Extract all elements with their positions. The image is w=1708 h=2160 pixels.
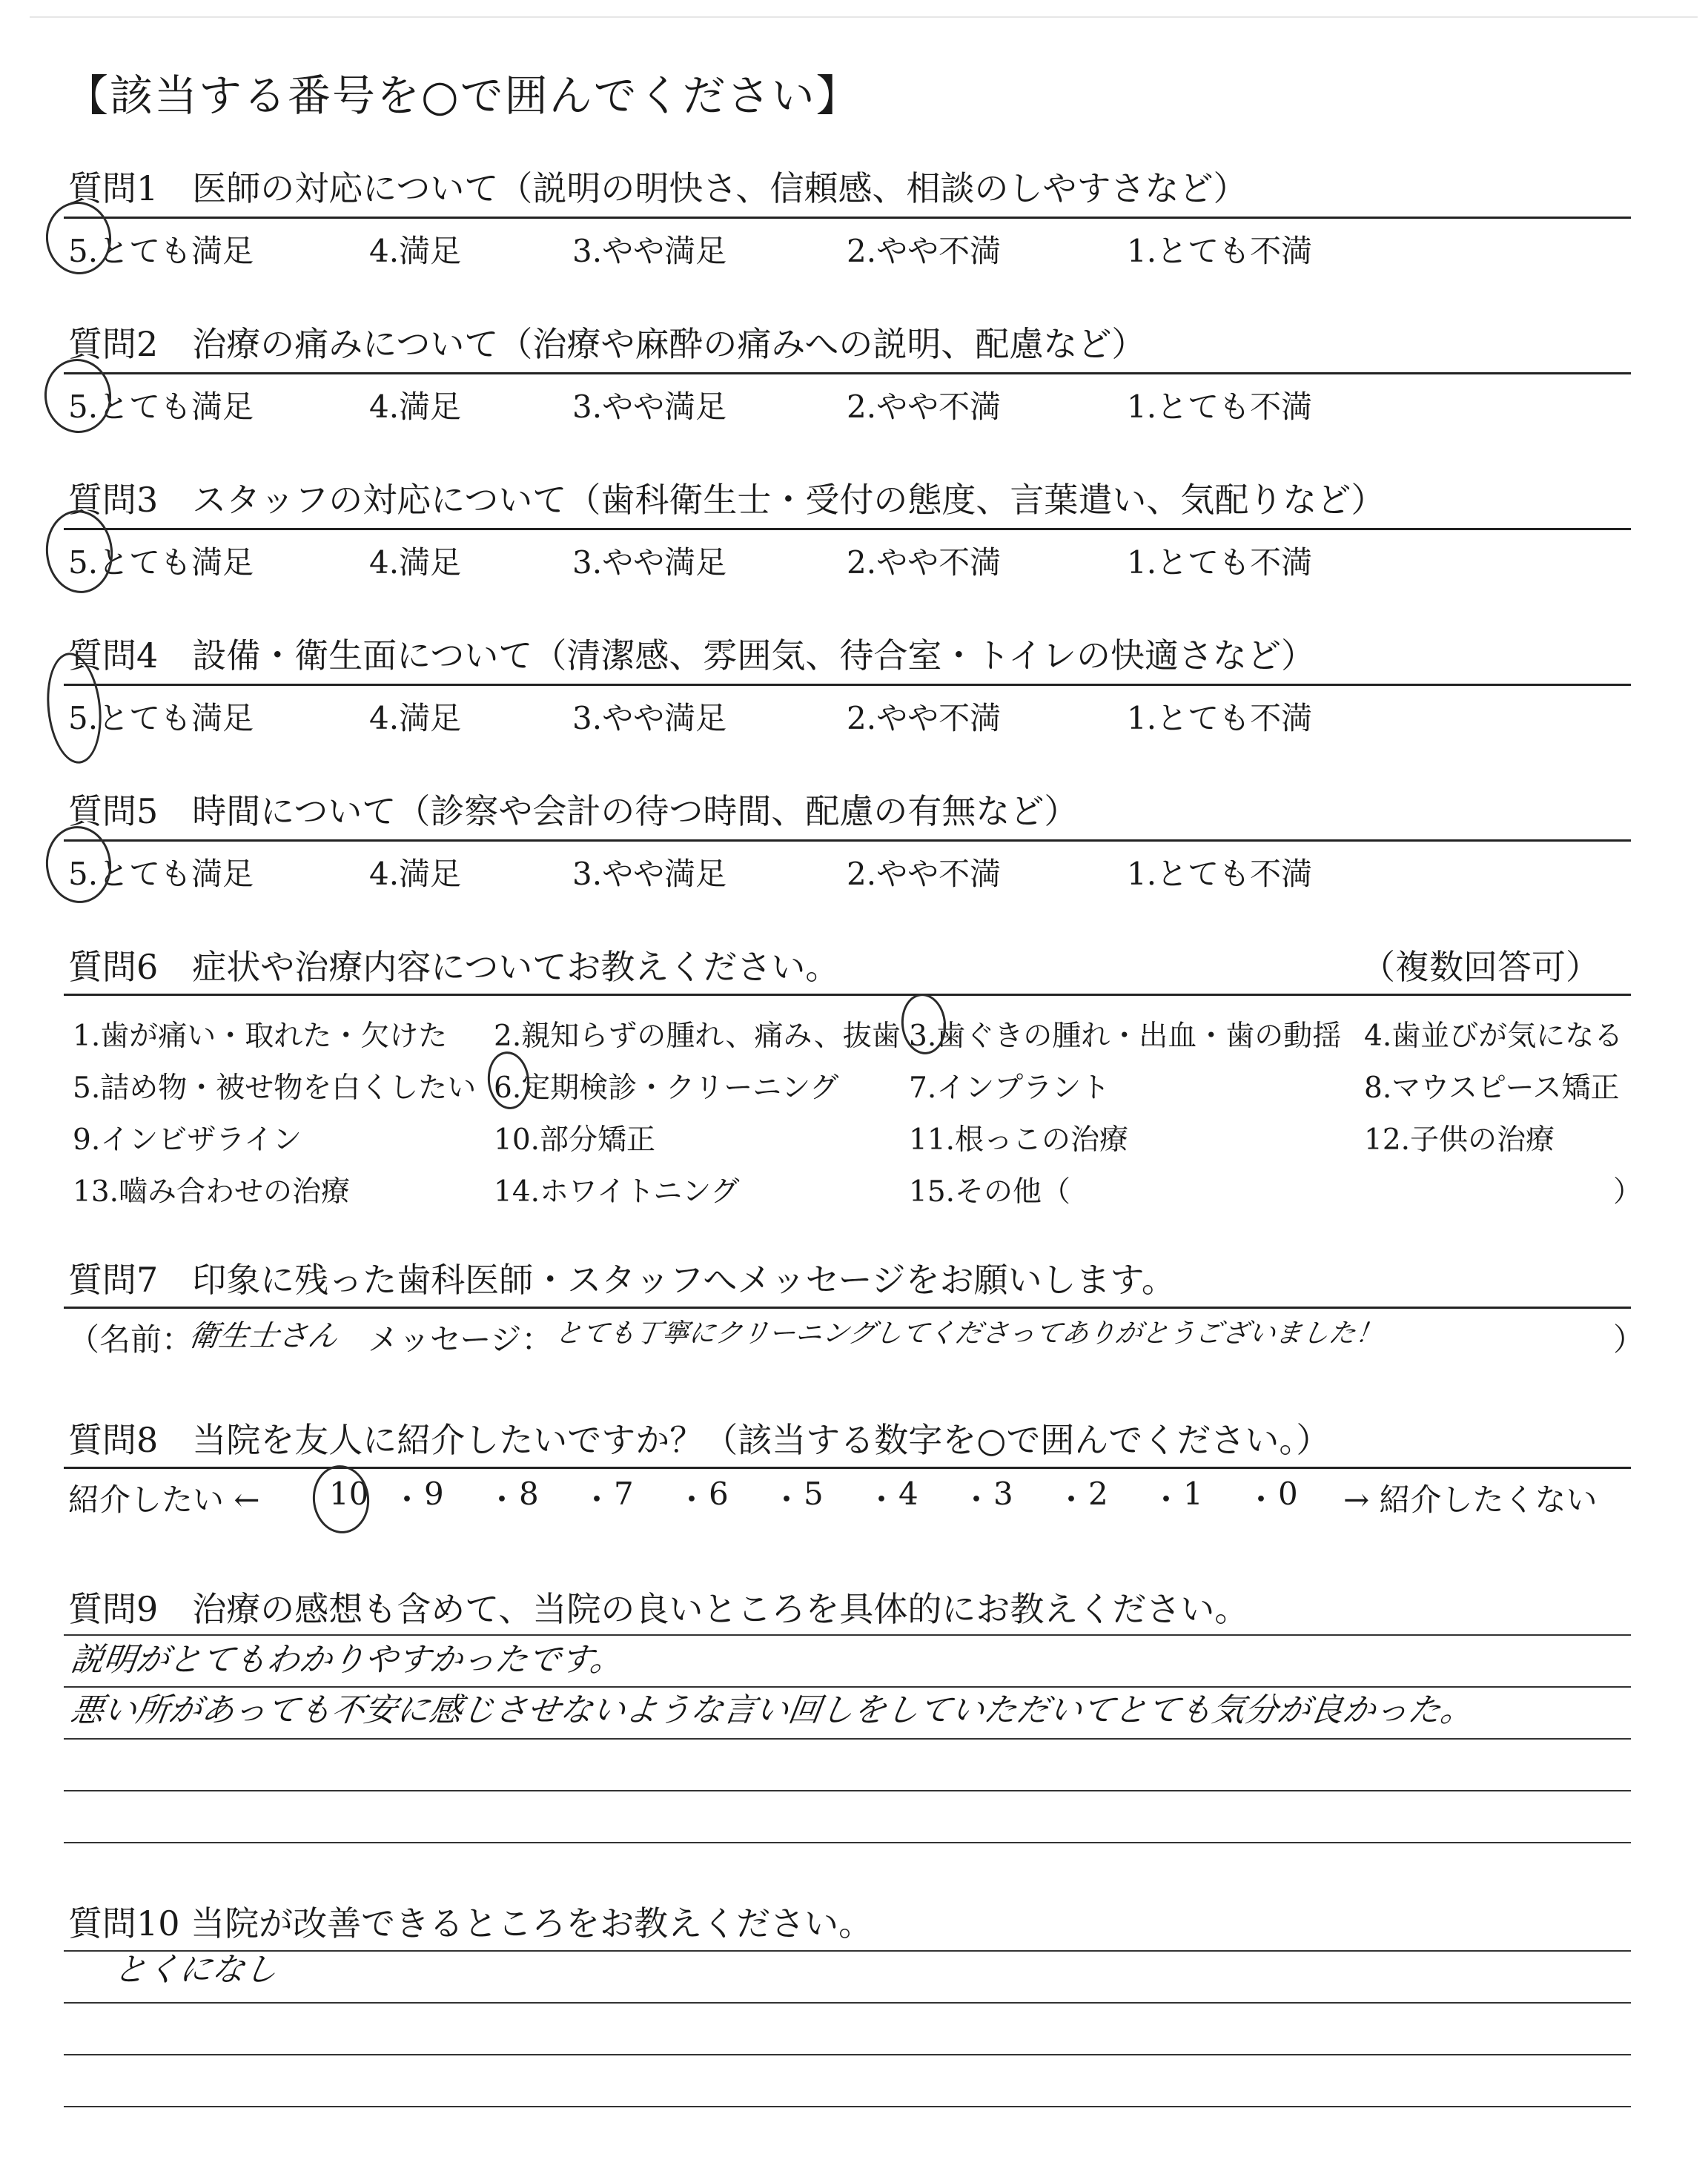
q3-option-5[interactable]: 5.とても満足	[68, 544, 254, 581]
q8-scale-4[interactable]: 4	[898, 1476, 918, 1512]
q7-message-handwritten[interactable]: とても丁寧にクリーニングしてくださってありがとうございました！	[553, 1318, 1385, 1349]
q1-option-3[interactable]: 3.やや満足	[572, 233, 727, 269]
q8-right-label: → 紹介したくない	[1343, 1482, 1598, 1518]
q6-option-5[interactable]: 5.詰め物・被せ物を白くしたい	[73, 1071, 477, 1105]
q6-option-11[interactable]: 11.根っこの治療	[909, 1123, 1129, 1157]
q8-scale-separator: ・	[961, 1482, 993, 1518]
q6-option-10[interactable]: 10.部分矯正	[494, 1123, 656, 1157]
q7-close-paren: ）	[1613, 1321, 1645, 1358]
q3-option-4[interactable]: 4.満足	[369, 544, 462, 581]
q4-option-5[interactable]: 5.とても満足	[68, 700, 254, 736]
q5-option-4[interactable]: 4.満足	[369, 856, 462, 892]
q1-option-1[interactable]: 1.とても不満	[1127, 233, 1313, 269]
q6-option-2[interactable]: 2.親知らずの腫れ、痛み、抜歯	[494, 1020, 901, 1053]
q9-line-4	[64, 1790, 1631, 1791]
q2-rule	[64, 372, 1631, 374]
q9-title: 質問9 治療の感想も含めて、当院の良いところを具体的にお教えください。	[68, 1589, 1249, 1629]
q7-message-label: メッセージ：	[368, 1321, 553, 1358]
q8-scale-separator: ・	[866, 1482, 898, 1518]
q6-option-6[interactable]: 6.定期検診・クリーニング	[494, 1071, 839, 1105]
q4-title: 質問4 設備・衛生面について（清潔感、雰囲気、待合室・トイレの快適さなど）	[68, 635, 1316, 676]
q6-rule	[64, 994, 1631, 996]
q10-line-3	[64, 2054, 1631, 2055]
q6-option-8[interactable]: 8.マウスピース矯正	[1364, 1071, 1620, 1105]
q8-scale-separator: ・	[1056, 1482, 1088, 1518]
q7-rule	[64, 1307, 1631, 1309]
q8-scale-separator: ・	[391, 1482, 423, 1518]
q4-option-2[interactable]: 2.やや不満	[847, 700, 1002, 736]
q8-scale-5[interactable]: 5	[804, 1476, 824, 1512]
q2-title: 質問2 治療の痛みについて（治療や麻酔の痛みへの説明、配慮など）	[68, 324, 1146, 364]
q4-option-4[interactable]: 4.満足	[369, 700, 462, 736]
q6-option-7[interactable]: 7.インプラント	[909, 1071, 1110, 1105]
q6-option-9[interactable]: 9.インビザライン	[73, 1123, 302, 1157]
q5-option-1[interactable]: 1.とても不満	[1127, 856, 1313, 892]
q9-line-5	[64, 1842, 1631, 1843]
q8-selection-circle	[309, 1462, 372, 1536]
q8-scale-3[interactable]: 3	[993, 1476, 1013, 1512]
q8-scale-8[interactable]: 8	[519, 1476, 539, 1512]
q8-scale-2[interactable]: 2	[1088, 1476, 1108, 1512]
q8-left-label: 紹介したい ←	[68, 1482, 260, 1518]
q6-option-4[interactable]: 4.歯並びが気になる	[1364, 1020, 1623, 1053]
q6-multiple-note: （複数回答可）	[1361, 947, 1600, 987]
q3-rule	[64, 528, 1631, 530]
q8-scale-separator: ・	[1151, 1482, 1182, 1518]
q8-scale-separator: ・	[581, 1482, 613, 1518]
q9-line-3	[64, 1738, 1631, 1740]
q10-answer-line-1[interactable]: とくになし	[111, 1951, 280, 1989]
q6-option-14[interactable]: 14.ホワイトニング	[494, 1175, 740, 1209]
q8-title: 質問8 当院を友人に紹介したいですか？（該当する数字を○で囲んでください。）	[68, 1420, 1331, 1460]
q4-rule	[64, 684, 1631, 686]
q8-scale-9[interactable]: 9	[424, 1476, 444, 1512]
q2-option-2[interactable]: 2.やや不満	[847, 389, 1002, 425]
q7-name-handwritten[interactable]: 衛生士さん	[187, 1319, 340, 1353]
q10-line-1	[64, 1950, 1631, 1952]
q8-scale-10[interactable]: 10	[329, 1476, 369, 1512]
q1-title: 質問1 医師の対応について（説明の明快さ、信頼感、相談のしやすさなど）	[68, 168, 1248, 208]
q8-rule	[64, 1467, 1631, 1469]
q3-title: 質問3 スタッフの対応について（歯科衛生士・受付の態度、言葉遣い、気配りなど）	[68, 480, 1386, 520]
q5-option-2[interactable]: 2.やや不満	[847, 856, 1002, 892]
q8-scale-separator: ・	[771, 1482, 803, 1518]
q2-option-3[interactable]: 3.やや満足	[572, 389, 727, 425]
q2-option-4[interactable]: 4.満足	[369, 389, 462, 425]
q8-scale-7[interactable]: 7	[614, 1476, 634, 1512]
q10-line-2	[64, 2002, 1631, 2004]
q8-scale-separator: ・	[486, 1482, 518, 1518]
q5-option-5[interactable]: 5.とても満足	[68, 856, 254, 892]
q2-option-5[interactable]: 5.とても満足	[68, 389, 254, 425]
q4-option-3[interactable]: 3.やや満足	[572, 700, 727, 736]
q3-option-2[interactable]: 2.やや不満	[847, 544, 1002, 581]
q3-option-3[interactable]: 3.やや満足	[572, 544, 727, 581]
q9-answer-line-2[interactable]: 悪い所があっても不安に感じさせないような言い回しをしていただいてとても気分が良かった。	[68, 1691, 1477, 1729]
q8-scale-6[interactable]: 6	[709, 1476, 729, 1512]
q6-other-close-paren: ）	[1613, 1175, 1643, 1209]
q1-option-2[interactable]: 2.やや不満	[847, 233, 1002, 269]
q6-option-1[interactable]: 1.歯が痛い・取れた・欠けた	[73, 1020, 448, 1053]
q1-option-4[interactable]: 4.満足	[369, 233, 462, 269]
scan-edge-line	[30, 16, 1698, 18]
q1-option-5[interactable]: 5.とても満足	[68, 233, 254, 269]
q5-rule	[64, 839, 1631, 842]
q6-option-3[interactable]: 3.歯ぐきの腫れ・出血・歯の動揺	[909, 1020, 1342, 1053]
q2-option-1[interactable]: 1.とても不満	[1127, 389, 1313, 425]
q7-name-label: （名前：	[68, 1321, 193, 1358]
q7-title: 質問7 印象に残った歯科医師・スタッフへメッセージをお願いします。	[68, 1260, 1176, 1300]
q1-rule	[64, 217, 1631, 219]
q8-scale-separator: ・	[676, 1482, 708, 1518]
q3-option-1[interactable]: 1.とても不満	[1127, 544, 1313, 581]
page-header: 【該当する番号を○で囲んでください】	[65, 70, 861, 121]
q5-title: 質問5 時間について（診察や会計の待つ時間、配慮の有無など）	[68, 791, 1079, 831]
q4-option-1[interactable]: 1.とても不満	[1127, 700, 1313, 736]
q6-option-12[interactable]: 12.子供の治療	[1364, 1123, 1555, 1157]
q6-option-15[interactable]: 15.その他（	[909, 1175, 1071, 1209]
q8-scale-0[interactable]: 0	[1278, 1476, 1298, 1512]
q10-line-4	[64, 2106, 1631, 2107]
q5-option-3[interactable]: 3.やや満足	[572, 856, 727, 892]
q6-option-13[interactable]: 13.嚙み合わせの治療	[73, 1175, 351, 1209]
q8-scale-separator: ・	[1245, 1482, 1277, 1518]
q6-title: 質問6 症状や治療内容についてお教えください。	[68, 947, 840, 987]
q9-answer-line-1[interactable]: 説明がとてもわかりやすかったです。	[68, 1641, 626, 1679]
q8-scale-1[interactable]: 1	[1183, 1476, 1203, 1512]
q10-title: 質問10 当院が改善できるところをお教えください。	[68, 1903, 873, 1943]
